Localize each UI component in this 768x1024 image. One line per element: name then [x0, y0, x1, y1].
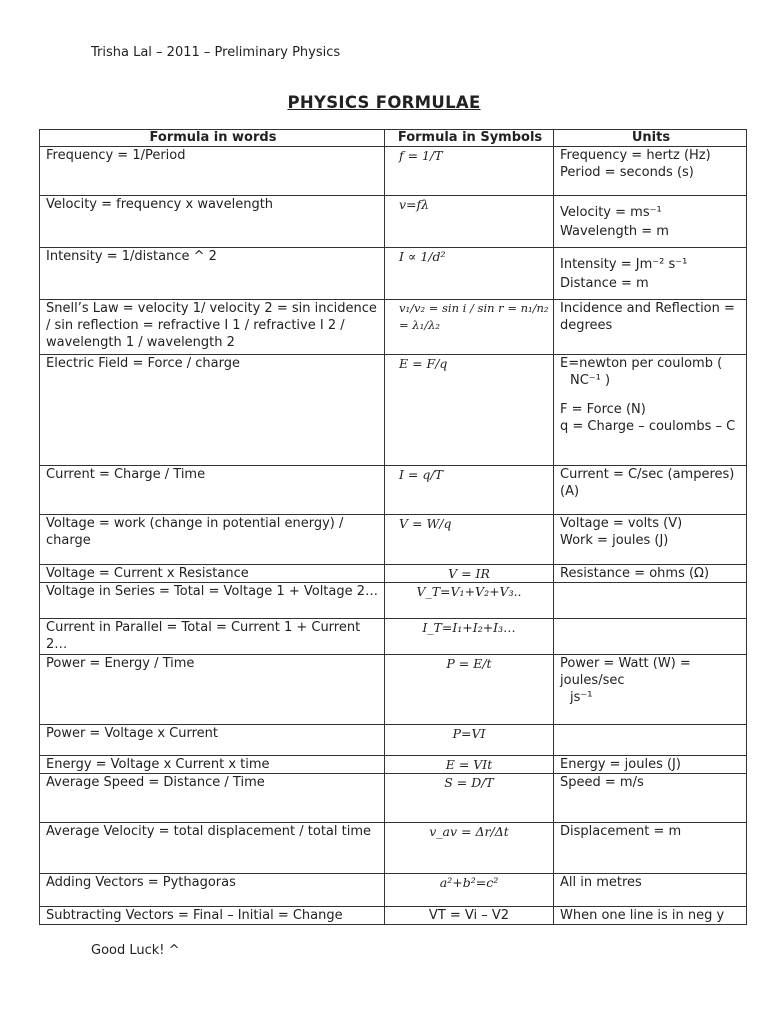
formula-words: Snell’s Law = velocity 1/ velocity 2 = sin incidence / sin reflection = refractive I 1 / refractive I 2 / wavelength 1 / wavelength 2: [40, 300, 385, 355]
formula-words: Adding Vectors = Pythagoras: [40, 874, 385, 907]
table-row: [40, 466, 747, 515]
table-row: [40, 874, 747, 907]
formula-words: Current in Parallel = Total = Current 1 + Current 2…: [40, 619, 385, 655]
formula-words: Velocity = frequency x wavelength: [40, 196, 385, 248]
table-row: [40, 756, 747, 774]
units-line: E=newton per coulomb (: [560, 356, 723, 371]
formula-units: [554, 300, 747, 355]
formula-units: [554, 823, 747, 874]
formula-symbol: P = E/t: [385, 655, 554, 725]
formula-words: Voltage in Series = Total = Voltage 1 + Voltage 2…: [40, 583, 385, 619]
formula-units: [554, 583, 747, 619]
table-row: [40, 196, 747, 248]
table-row: [40, 655, 747, 725]
formula-symbol: I_T=I₁+I₂+I₃…: [385, 619, 554, 655]
formula-units: [554, 196, 747, 248]
formula-table: [39, 129, 747, 925]
units-line: Current = C/sec (amperes) (A): [560, 467, 735, 499]
units-line: Velocity = ms⁻¹: [560, 205, 662, 220]
units-line: Voltage = volts (V): [560, 516, 683, 531]
formula-words: Current = Charge / Time: [40, 466, 385, 515]
formula-symbol: a²+b²=c²: [385, 874, 554, 907]
formula-symbol: v_av = Δr/Δt: [385, 823, 554, 874]
formula-symbol: I ∝ 1/d²: [385, 248, 554, 300]
formula-words: Electric Field = Force / charge: [40, 355, 385, 466]
formula-symbol: P=VI: [385, 725, 554, 756]
formula-symbol: V = W/q: [385, 515, 554, 565]
formula-symbol: f = 1/T: [385, 147, 554, 196]
units-line: Resistance = ohms (Ω): [560, 566, 710, 581]
table-row: [40, 583, 747, 619]
units-line: NC⁻¹ ): [570, 373, 611, 388]
page-title: PHYSICS FORMULAE: [287, 93, 481, 112]
formula-units: [554, 619, 747, 655]
units-line: Wavelength = m: [560, 224, 669, 239]
formula-words: Average Velocity = total displacement / total time: [40, 823, 385, 874]
formula-units: [554, 515, 747, 565]
formula-symbol: v₁/v₂ = sin i / sin r = n₁/n₂ = λ₁/λ₂: [385, 300, 554, 355]
column-header-words: Formula in words: [40, 130, 385, 147]
units-line: Incidence and Reflection = degrees: [560, 301, 735, 333]
units-line: Distance = m: [560, 276, 649, 291]
column-header-units: Units: [554, 130, 747, 147]
formula-symbol: v=fλ: [385, 196, 554, 248]
formula-symbol: VT = Vi – V2: [385, 907, 554, 925]
formula-units: [554, 756, 747, 774]
formula-units: [554, 466, 747, 515]
formula-units: [554, 355, 747, 466]
column-header-symbols: Formula in Symbols: [385, 130, 554, 147]
units-line: Energy = joules (J): [560, 757, 681, 772]
formula-words: Energy = Voltage x Current x time: [40, 756, 385, 774]
formula-units: [554, 907, 747, 925]
formula-symbol: S = D/T: [385, 774, 554, 823]
formula-symbol: I = q/T: [385, 466, 554, 515]
formula-words: Average Speed = Distance / Time: [40, 774, 385, 823]
units-line: Power = Watt (W) = joules/sec: [560, 656, 691, 688]
footer-note: Good Luck! ^: [91, 943, 180, 958]
table-row: [40, 619, 747, 655]
author-line: Trisha Lal – 2011 – Preliminary Physics: [91, 45, 341, 60]
formula-units: [554, 725, 747, 756]
table-row: [40, 565, 747, 583]
formula-symbol: V_T=V₁+V₂+V₃..: [385, 583, 554, 619]
formula-units: [554, 147, 747, 196]
units-line: Work = joules (J): [560, 533, 669, 548]
table-row: [40, 774, 747, 823]
table-header-row: [40, 130, 747, 147]
units-line: q = Charge – coulombs – C: [560, 419, 736, 434]
formula-symbol: E = VIt: [385, 756, 554, 774]
formula-words: Power = Voltage x Current: [40, 725, 385, 756]
units-line: When one line is in neg y: [560, 908, 725, 923]
formula-words: Power = Energy / Time: [40, 655, 385, 725]
formula-symbol: V = IR: [385, 565, 554, 583]
units-line: Displacement = m: [560, 824, 682, 839]
table-row: [40, 300, 747, 355]
units-line: Speed = m/s: [560, 775, 644, 790]
table-row: [40, 147, 747, 196]
formula-words: Voltage = Current x Resistance: [40, 565, 385, 583]
formula-units: [554, 248, 747, 300]
units-line: js⁻¹: [570, 690, 593, 705]
units-line: Frequency = hertz (Hz): [560, 148, 711, 163]
table-row: [40, 823, 747, 874]
formula-words: Intensity = 1/distance ^ 2: [40, 248, 385, 300]
formula-symbol: E = F/q: [385, 355, 554, 466]
units-line: F = Force (N): [560, 402, 646, 417]
formula-units: [554, 655, 747, 725]
table-row: [40, 355, 747, 466]
formula-words: Frequency = 1/Period: [40, 147, 385, 196]
table-row: [40, 725, 747, 756]
table-row: [40, 248, 747, 300]
table-row: [40, 907, 747, 925]
units-line: Period = seconds (s): [560, 165, 694, 180]
formula-words: Subtracting Vectors = Final – Initial = Change: [40, 907, 385, 925]
units-line: All in metres: [560, 875, 642, 890]
formula-words: Voltage = work (change in potential energy) / charge: [40, 515, 385, 565]
table-row: [40, 515, 747, 565]
formula-units: [554, 874, 747, 907]
formula-units: [554, 774, 747, 823]
units-line: Intensity = Jm⁻² s⁻¹: [560, 257, 688, 272]
formula-units: [554, 565, 747, 583]
